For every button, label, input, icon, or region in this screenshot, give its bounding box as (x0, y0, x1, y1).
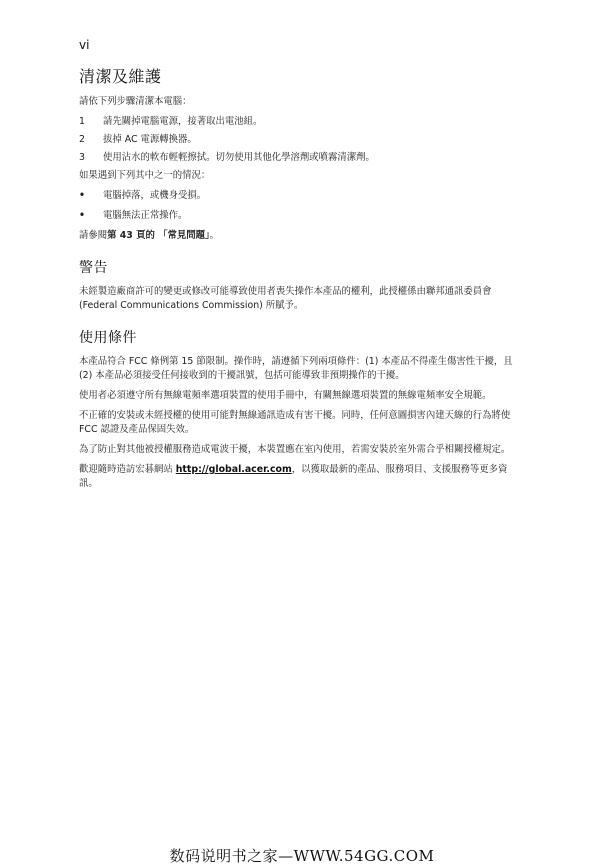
cleaning-intro: 請依下列步驟清潔本電腦： (79, 96, 192, 107)
visit-prefix: 歡迎隨時造訪宏碁網站 (79, 464, 176, 475)
terms-section (79, 327, 519, 491)
page-number: vi (79, 38, 90, 52)
ref-bold[interactable]: 第 43 頁的 「常見問題」 (107, 230, 210, 241)
condition-list (79, 189, 519, 223)
faq-reference (79, 229, 519, 243)
step-number: 2 (79, 134, 85, 145)
warning-text: 未經製造廠商許可的變更或修改可能導致使用者喪失操作本產品的權利，此授權係由聯邦通訊委員會 (Federal Communications Commission) 所賦予。 (79, 286, 492, 311)
document-body (79, 60, 519, 497)
condition-item (79, 189, 519, 203)
ref-prefix: 請參閱 (79, 230, 108, 241)
cleaning-steps (79, 115, 519, 165)
step-item (79, 151, 519, 165)
terms-paragraph: 不正確的安裝或未經授權的使用可能對無線通訊造成有害干擾。同時，任何意圖損害內建天線的行為將使 FCC 認證及產品保固失效。 (79, 410, 511, 435)
step-number: 3 (79, 152, 85, 163)
condition-text: 電腦無法正常操作。 (103, 210, 188, 221)
visit-paragraph (79, 463, 519, 491)
step-number: 1 (79, 116, 85, 127)
step-item (79, 115, 519, 129)
condition-intro: 如果遇到下列其中之一的情況： (79, 170, 211, 181)
step-text: 拔掉 AC 電源轉換器。 (103, 134, 197, 145)
bullet-icon: • (79, 190, 85, 201)
condition-item (79, 209, 519, 223)
ref-suffix: 。 (209, 230, 220, 241)
step-text: 請先關掉電腦電源，接著取出電池組。 (103, 116, 263, 127)
cleaning-section (79, 64, 519, 243)
footer-watermark: 数码说明书之家—WWW.54GG.COM (169, 847, 435, 865)
terms-paragraph: 為了防止對其他被授權服務造成電波干擾，本裝置應在室內使用，若需安裝於室外需合乎相關授權規定。 (79, 444, 511, 455)
step-item (79, 133, 519, 147)
bullet-icon: • (79, 210, 85, 221)
terms-title: 使用條件 (79, 330, 137, 346)
warning-title: 警告 (79, 260, 108, 276)
acer-website-link[interactable]: http://global.acer.com (175, 464, 292, 475)
terms-paragraph: 使用者必須遵守所有無線電頻率選項裝置的使用手冊中，有關無線選項裝置的無線電頻率安全規範。 (79, 390, 492, 401)
warning-section (79, 257, 519, 313)
cleaning-title: 清潔及維護 (79, 67, 162, 86)
terms-paragraph: 本產品符合 FCC 條例第 15 節限制。操作時，請遵循下列兩項條件：(1) 本產品不得產生傷害性干擾，且 (2) 本產品必須接受任何接收到的干擾訊號，包括可能導致非預期操作的干擾。 (79, 356, 513, 381)
condition-text: 電腦掉落，或機身受損。 (103, 190, 207, 201)
step-text: 使用沾水的軟布輕輕擦拭。切勿使用其他化學溶劑或噴霧清潔劑。 (103, 152, 375, 163)
visit-suffix: ，以獲取最新的產品、服務項目、支援服務等更多資訊。 (79, 464, 508, 489)
